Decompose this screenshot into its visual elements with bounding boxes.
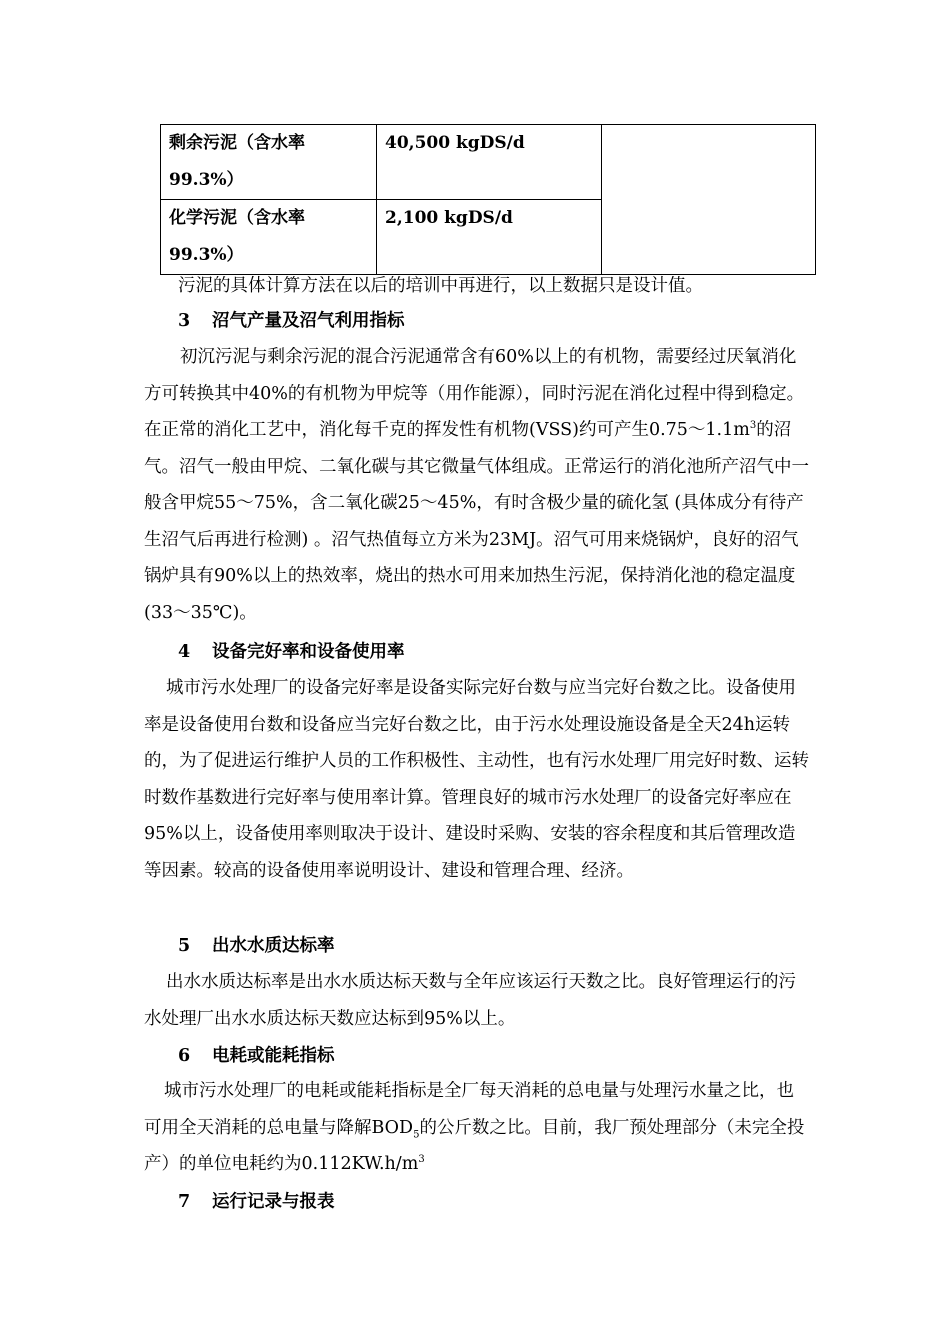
table-note: 污泥的具体计算方法在以后的培训中再进行，以上数据只是设计值。 [178,276,703,296]
table-cell-empty [602,125,816,275]
section-heading-4 [178,634,405,670]
section-heading-7 [178,1184,335,1220]
paragraph-text: 城市污水处理厂的电耗或能耗指标是全厂每天消耗的总电量与处理污水量之比，也可用全天消耗的总电量与降解BOD [144,1081,794,1138]
table-cell-value: 2,100 kgDS/d [377,200,602,275]
paragraph-biogas [144,339,810,631]
subscript: 5 [413,1129,420,1140]
table-cell-label: 化学污泥（含水率99.3%） [161,200,377,275]
superscript: 3 [749,420,757,432]
section-heading-5 [178,928,335,964]
paragraph-text: 初沉污泥与剩余污泥的混合污泥通常含有60%以上的有机物，需要经过厌氧消化方可转换其中40%的有机物为甲烷等（用作能源），同时污泥在消化过程中得到稳定。在正常的消化工艺中，消化每千克的挥发性有机物(VSS)约可产生0.75～1.1m [144,347,805,440]
section-title: 出水水质达标率 [212,936,335,956]
paragraph-quality: 出水水质达标率是出水水质达标天数与全年应该运行天数之比。良好管理运行的污水处理厂出水水质达标天数应达标到95%以上。 [144,972,796,1029]
table-cell-value: 40,500 kgDS/d [377,125,602,200]
section-title: 电耗或能耗指标 [212,1046,335,1066]
sludge-table [160,124,816,275]
section-title: 运行记录与报表 [212,1192,335,1212]
section-number: 4 [178,642,191,662]
paragraph-text: 的沼气。沼气一般由甲烷、二氧化碳与其它微量气体组成。正常运行的消化池所产沼气中一般含甲烷55～75%，含二氧化碳25～45%，有时含极少量的硫化氢 (具体成分有待产生沼气后再进行检测) 。沼气热值每立方米为23MJ。沼气可用来烧锅炉，良好的沼气锅炉具有90%以上的热效率，烧出的热水可用来加热生污泥，保持消化池的稳定温度(33～35℃)。 [144,420,809,623]
paragraph-text: 的公斤数之比。目前，我厂预处理部分（未完全投产）的单位电耗约为0.112KW.h/m [144,1117,805,1174]
paragraph-energy [144,1073,810,1183]
section-heading-3 [178,303,405,339]
superscript: 3 [418,1154,425,1166]
table-row [161,125,816,200]
section-heading-6 [178,1038,335,1074]
section-number: 7 [178,1192,191,1212]
section-number: 5 [178,936,191,956]
table-cell-label: 剩余污泥（含水率99.3%） [161,125,377,200]
section-number: 3 [178,311,191,331]
section-title: 沼气产量及沼气利用指标 [212,311,405,331]
section-title: 设备完好率和设备使用率 [212,642,405,662]
section-number: 6 [178,1046,191,1066]
paragraph-equipment: 城市污水处理厂的设备完好率是设备实际完好台数与应当完好台数之比。设备使用率是设备使用台数和设备应当完好台数之比，由于污水处理设施设备是全天24h运转的，为了促进运行维护人员的工作积极性、主动性，也有污水处理厂用完好时数、运转时数作基数进行完好率与使用率计算。管理良好的城市污水处理厂的设备完好率应在95%以上，设备使用率则取决于设计、建设时采购、安装的容余程度和其后管理改造等因素。较高的设备使用率说明设计、建设和管理合理、经济。 [144,678,809,881]
